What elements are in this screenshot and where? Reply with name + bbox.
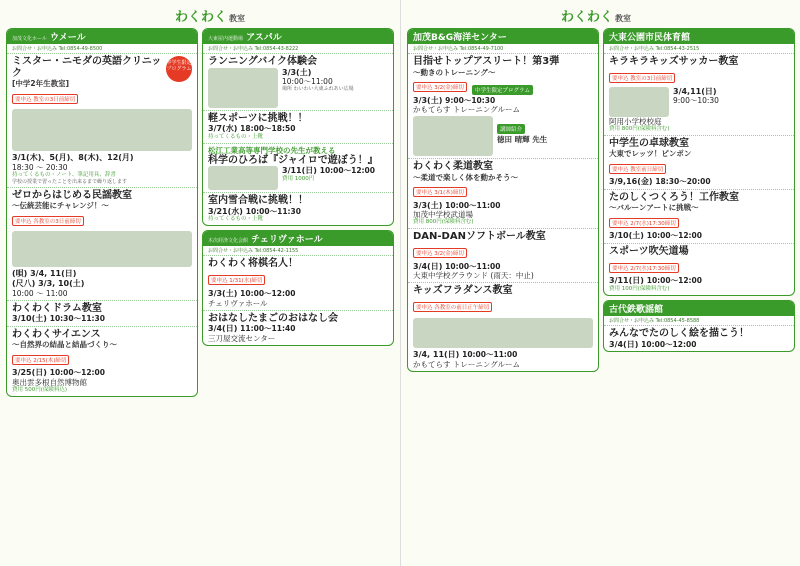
event-pingpong: 中学生の卓球教室 大東でレッツ！ピンポン 要申込 教室前日締切 3/9,16(金) 18:30〜20:00 [604, 136, 794, 190]
event-craft: たのしくつくろう！工作教室 〜バルーンアートに挑戦〜 要申込 2/7(水)17:30締切 3/10(土) 10:00〜12:00 [604, 190, 794, 244]
section-bg: 加茂B&G海洋センター お問合せ・お申込み Tel:0854-49-7100 目指せトップアスリート！第3弾 〜動きのトレーニング〜 要申込 3/2(金)締切 中学生限定プログラム 3/3(土) 9:00〜10:30 かもてらす トレーニングルーム 講師紹介 徳田 晴輝 先生 わくわく柔道教室 〜柔道で楽しく体を動かそう〜 要申込 3/1(木)締切 3/3(土) 10:00〜11:00 加茂中学校武道場 費用 800円(保険料含む) DAN-DANソフトボール教室 要申込 3/2(金)締切 3/4(日) 10:00〜11:00 大東中学校グラウンド (雨天：中止) キッズフラダンス教室 要申込 各教室の前日正午締切 3/4, 11(日) 10:00〜11:00 かもてらす トレーニングルーム [407, 28, 599, 372]
section-daito: 大東公園市民体育館 お問合せ・お申込み Tel:0854-43-2515 キラキラキッズサッカー教室 要申込 教室の3日前締切 3/4,11(日) 9:00〜10:30 阿用小学校校庭 費用 800円(保険料含む) 中学生の卓球教室 大東でレッツ！ピンポン 要申込 教室前日締切 3/9,16(金) 18:30〜20:00 たのしくつくろう！工作教室 〜バルーンアートに挑戦〜 要申込 2/7(水)17:30締切 3/10(土) 10:00〜12:00 スポーツ吹矢道場 要申込 2/7(水)17:30締切 3/11(日) 10:00〜12:00 費用 100円(保険料含む) [603, 28, 795, 296]
event-judo: わくわく柔道教室 〜柔道で楽しく体を動かそう〜 要申込 3/1(木)締切 3/3(土) 10:00〜11:00 加茂中学校武道場 費用 800円(保険料含む) [408, 159, 598, 229]
event-english: 中学生限定プログラム ミスター・ニモダの英語クリニック [中学2年生教室] 要申込 教室の3日前締切 3/1(木)、5(月)、8(木)、12(月) 18:30 〜 20:30 持ってくるもの・ノート、筆記用具、辞書 学校の授業で習ったことを出来るまで繰り返します [7, 54, 197, 188]
event-science-gyro: 松江工業高等専門学校の先生が教える 科学のひろば『ジャイロで遊ぼう！』 3/11(日) 10:00〜12:00 費用 1000円 [203, 144, 393, 194]
event-running-bike: ランニングバイク体験会 3/3(土) 10:00〜11:00 場所 わいわい大東ふれあい広場 [203, 54, 393, 111]
event-light-sports: 軽スポーツに挑戦！！ 3/7(水) 18:00〜18:50 持ってくるもの・上靴 [203, 111, 393, 144]
training-photo [413, 116, 493, 156]
bike-photo [208, 68, 278, 108]
event-athlete: 目指せトップアスリート！第3弾 〜動きのトレーニング〜 要申込 3/2(金)締切 中学生限定プログラム 3/3(土) 9:00〜10:30 かもてらす トレーニングルーム 講師紹介 徳田 晴輝 先生 [408, 54, 598, 159]
event-snowball: 室内雪合戦に挑戦！！ 3/21(水) 10:00〜11:30 持ってくるもの・上靴 [208, 195, 308, 223]
event-hula: キッズフラダンス教室 要申込 各教室の前日正午締切 3/4, 11(日) 10:00〜11:00 かもてらす トレーニングルーム [408, 283, 598, 370]
right-column-left-page [202, 28, 394, 350]
event-softball: DAN-DANソフトボール教室 要申込 3/2(金)締切 3/4(日) 10:00〜11:00 大東中学校グラウンド (雨天：中止) [408, 229, 598, 283]
event-minyo: ゼロからはじめる民謡教室 〜伝統芸能にチャレンジ！〜 要申込 各教室の3日前締切 (唄) 3/4, 11(日) (尺八) 3/3, 10(土) 10:00 〜 11:00 [7, 188, 197, 301]
event-fukiya: スポーツ吹矢道場 要申込 2/7(水)17:30締切 3/11(日) 10:00〜12:00 費用 100円(保険料含む) [609, 245, 702, 292]
section-asupaha: 大東屋内運動場 アスパル お問合せ・お申込み Tel:0854-43-8222 ランニングバイク体験会 3/3(土) 10:00〜11:00 場所 わいわい大東ふれあい広場 軽スポーツに挑戦！！ 3/7(水) 18:00〜18:50 持ってくるもの・上靴 松江工業高等専門学校の先生が教える 科学のひろば『ジャイロで遊ぼう！』 3/11(日) 10:00〜12:00 費用 1000円 室内雪合戦に挑戦！！ 3/21(水) 10:00〜11:30 持ってくるもの・上靴 [202, 28, 394, 226]
hula-photo [413, 318, 593, 348]
event-shogi: わくわく将棋名人！ 要申込 1/31(水)締切 3/3(土) 10:00〜12:00 チェリヴァホール [203, 256, 393, 310]
gyro-photo [208, 166, 278, 190]
event-drawing: みんなでたのしく絵を描こう！ 3/4(日) 10:00〜12:00 [609, 328, 749, 349]
daito-column [603, 28, 795, 356]
section-cheryva: 木次経済文化会館 チェリヴァホール お問合せ・お申込み Tel:0854-42-1155 わくわく将棋名人！ 要申込 1/31(水)締切 3/3(土) 10:00〜12:00 チェリヴァホール おはなしたまごのおはなし会 3/4(日) 11:00〜11:40 三刀屋交流センター [202, 230, 394, 345]
event-story: おはなしたまごのおはなし会 3/4(日) 11:00〜11:40 三刀屋交流センター [208, 312, 338, 343]
logo: わくわく 教室 [175, 10, 246, 25]
event-soccer: キラキラキッズサッカー教室 要申込 教室の3日前締切 3/4,11(日) 9:00〜10:30 阿用小学校校庭 費用 800円(保険料含む) [604, 54, 794, 136]
event-drum: わくわくドラム教室 3/10(土) 10:30〜11:30 [7, 301, 197, 327]
section-umeru: 加茂文化ホール ウメール お問合せ・お申込み Tel:0854-49-8500 中学生限定プログラム ミスター・ニモダの英語クリニック [中学2年生教室] 要申込 教室の3日前締切 3/1(木)、5(月)、8(木)、12(月) 18:30 〜 20:30 持ってくるもの・ノート、筆記用具、辞書 学校の授業で習ったことを出来るまで繰り返します ゼロからはじめる民謡教室 〜伝統芸能にチャレンジ！〜 要申込 各教室の3日前締切 (唄) 3/4, 11(日) (尺八) 3/3, 10(土) 10:00 〜 11:00 わくわくドラム教室 3/10(土) 10:30〜11:30 わくわくサイエンス 〜自然界の結晶と結晶づくり〜 要申込 2/15(木)締切 3/25(日) 10:00〜12:00 奥出雲多根自然博物館 費用 500円(保険料込) [6, 28, 198, 397]
right-page [400, 0, 800, 566]
left-column [6, 28, 198, 401]
minyo-photo [12, 231, 192, 267]
section-kodai: 古代鉄歌謡館 お問合せ・お申込み Tel:0854-45-8588 みんなでたのしく絵を描こう！ 3/4(日) 10:00〜12:00 [603, 300, 795, 352]
event-science: わくわくサイエンス 〜自然界の結晶と結晶づくり〜 要申込 2/15(木)締切 3/25(日) 10:00〜12:00 奥出雲多根自然博物館 費用 500円(保険料込) [12, 328, 117, 393]
soccer-photo [609, 87, 669, 117]
bg-column [407, 28, 599, 376]
english-photo [12, 109, 192, 151]
logo-right: わくわく 教室 [561, 10, 632, 25]
